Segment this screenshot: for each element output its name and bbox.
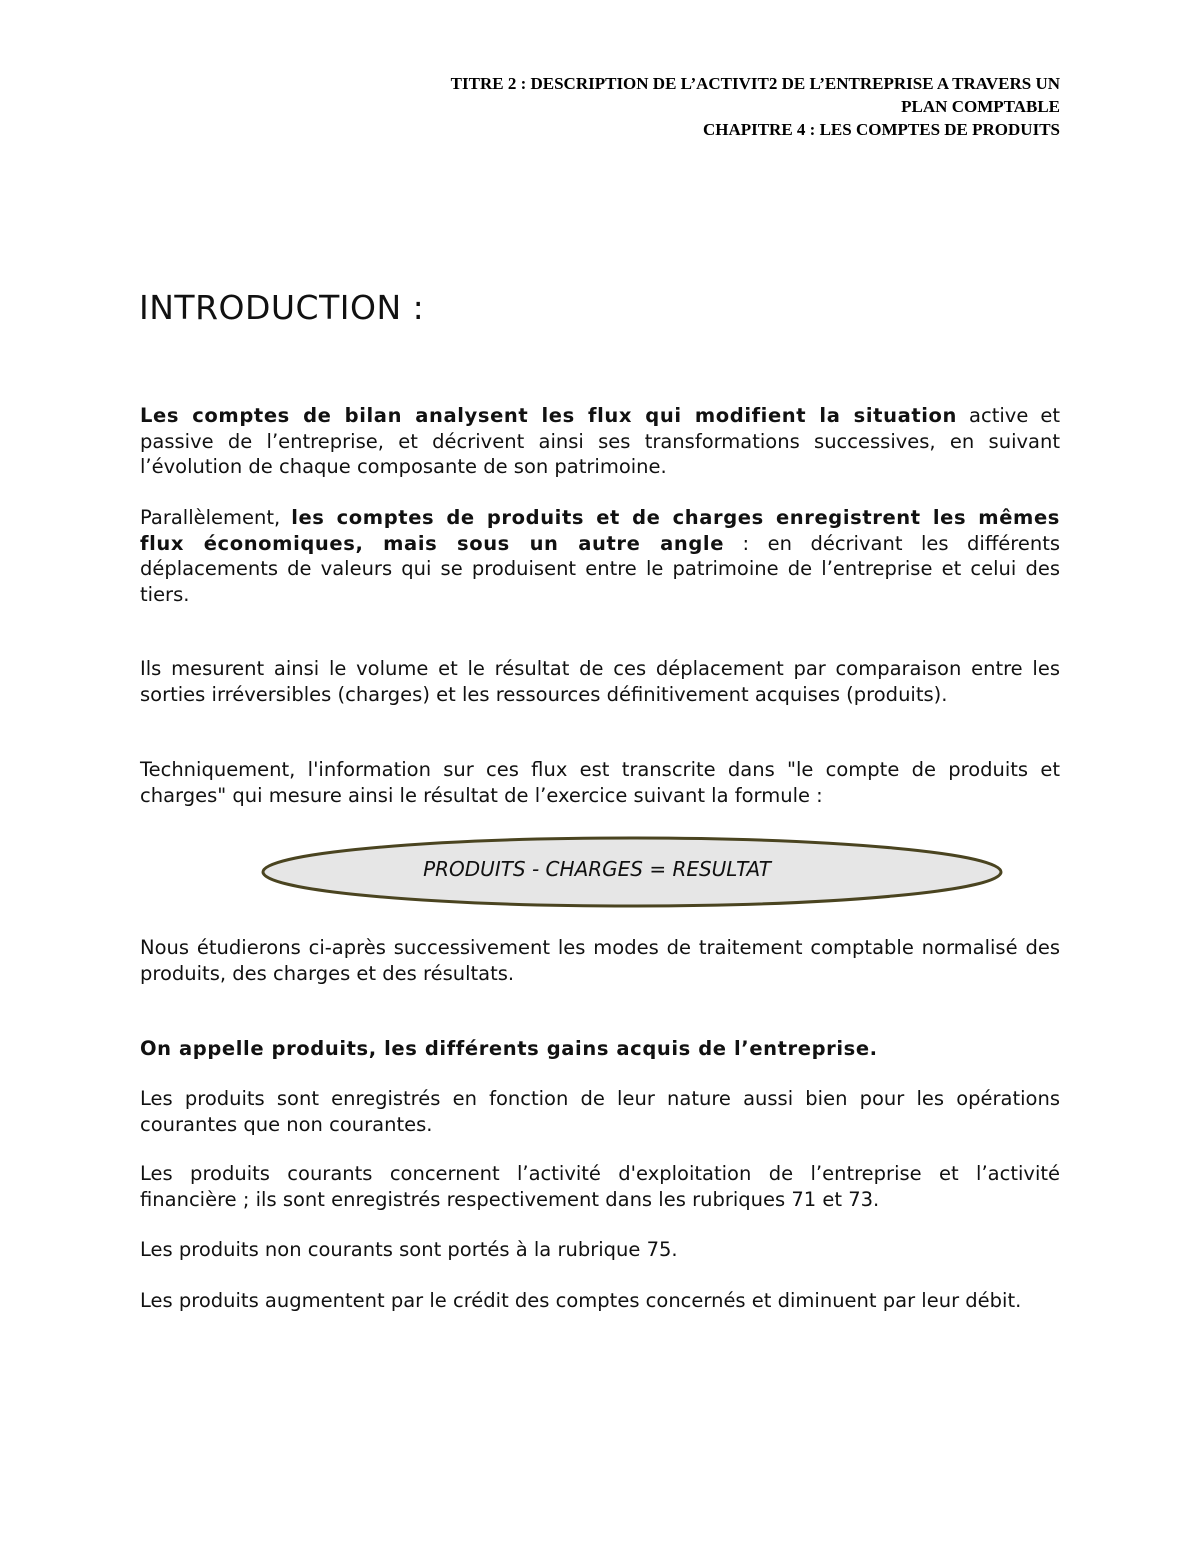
definition-produits	[140, 1036, 1060, 1062]
header-chapter-line: CHAPITRE 4 : LES COMPTES DE PRODUITS	[702, 120, 1060, 139]
paragraph-bilan	[140, 403, 1060, 480]
formula-text: PRODUITS - CHARGES = RESULTAT	[423, 857, 771, 881]
paragraph-parallelement	[140, 505, 1060, 607]
paragraph-techniquement: Techniquement, l'information sur ces flux est transcrite dans "le compte de produits et charges" qui mesure ainsi le résultat de l’exercice suivant la formule :	[140, 758, 1060, 807]
paragraph-non-courants: Les produits non courants sont portés à la rubrique 75.	[140, 1238, 678, 1261]
paragraph-bilan-text: active et passive de l’entreprise, et décrivent ainsi ses transformations successives, en suivant l’évolution de chaque composante de son patrimoine.	[140, 404, 1060, 478]
paragraph-mesurent: Ils mesurent ainsi le volume et le résultat de ces déplacement par comparaison entre les sorties irréversibles (charges) et les ressources définitivement acquises (produits).	[140, 657, 1060, 706]
introduction-heading: INTRODUCTION :	[139, 288, 425, 327]
header-title-line-1: TITRE 2 : DESCRIPTION DE L’ACTIVIT2 DE L’ENTREPRISE A TRAVERS UN	[450, 74, 1060, 93]
paragraph-enregistres: Les produits sont enregistrés en fonction de leur nature aussi bien pour les opérations courantes que non courantes.	[140, 1087, 1060, 1136]
definition-produits-bold: On appelle produits, les différents gains acquis de l’entreprise.	[140, 1037, 878, 1060]
paragraph-augmentent: Les produits augmentent par le crédit des comptes concernés et diminuent par leur débit.	[140, 1289, 1022, 1312]
formula-box	[260, 834, 1006, 914]
header-title-line-2: PLAN COMPTABLE	[901, 97, 1060, 116]
paragraph-nous-etudierons: Nous étudierons ci-après successivement les modes de traitement comptable normalisé des produits, des charges et des résultats.	[140, 936, 1060, 985]
paragraph-parallelement-text: : en décrivant les différents déplacements de valeurs qui se produisent entre le patrimoine de l’entreprise et celui des tiers.	[140, 531, 1061, 606]
paragraph-parallelement-bold: les comptes de produits et de charges enregistrent les mêmes flux économiques, mais sous un autre angle	[140, 506, 1060, 555]
paragraph-parallelement-lead: Parallèlement,	[140, 506, 292, 529]
paragraph-courants: Les produits courants concernent l’activité d'exploitation de l’entreprise et l’activité financière ; ils sont enregistrés respectivement dans les rubriques 71 et 73.	[140, 1162, 1060, 1211]
page-header	[300, 72, 1060, 141]
paragraph-bilan-bold: Les comptes de bilan analysent les flux qui modifient la situation	[140, 404, 958, 427]
